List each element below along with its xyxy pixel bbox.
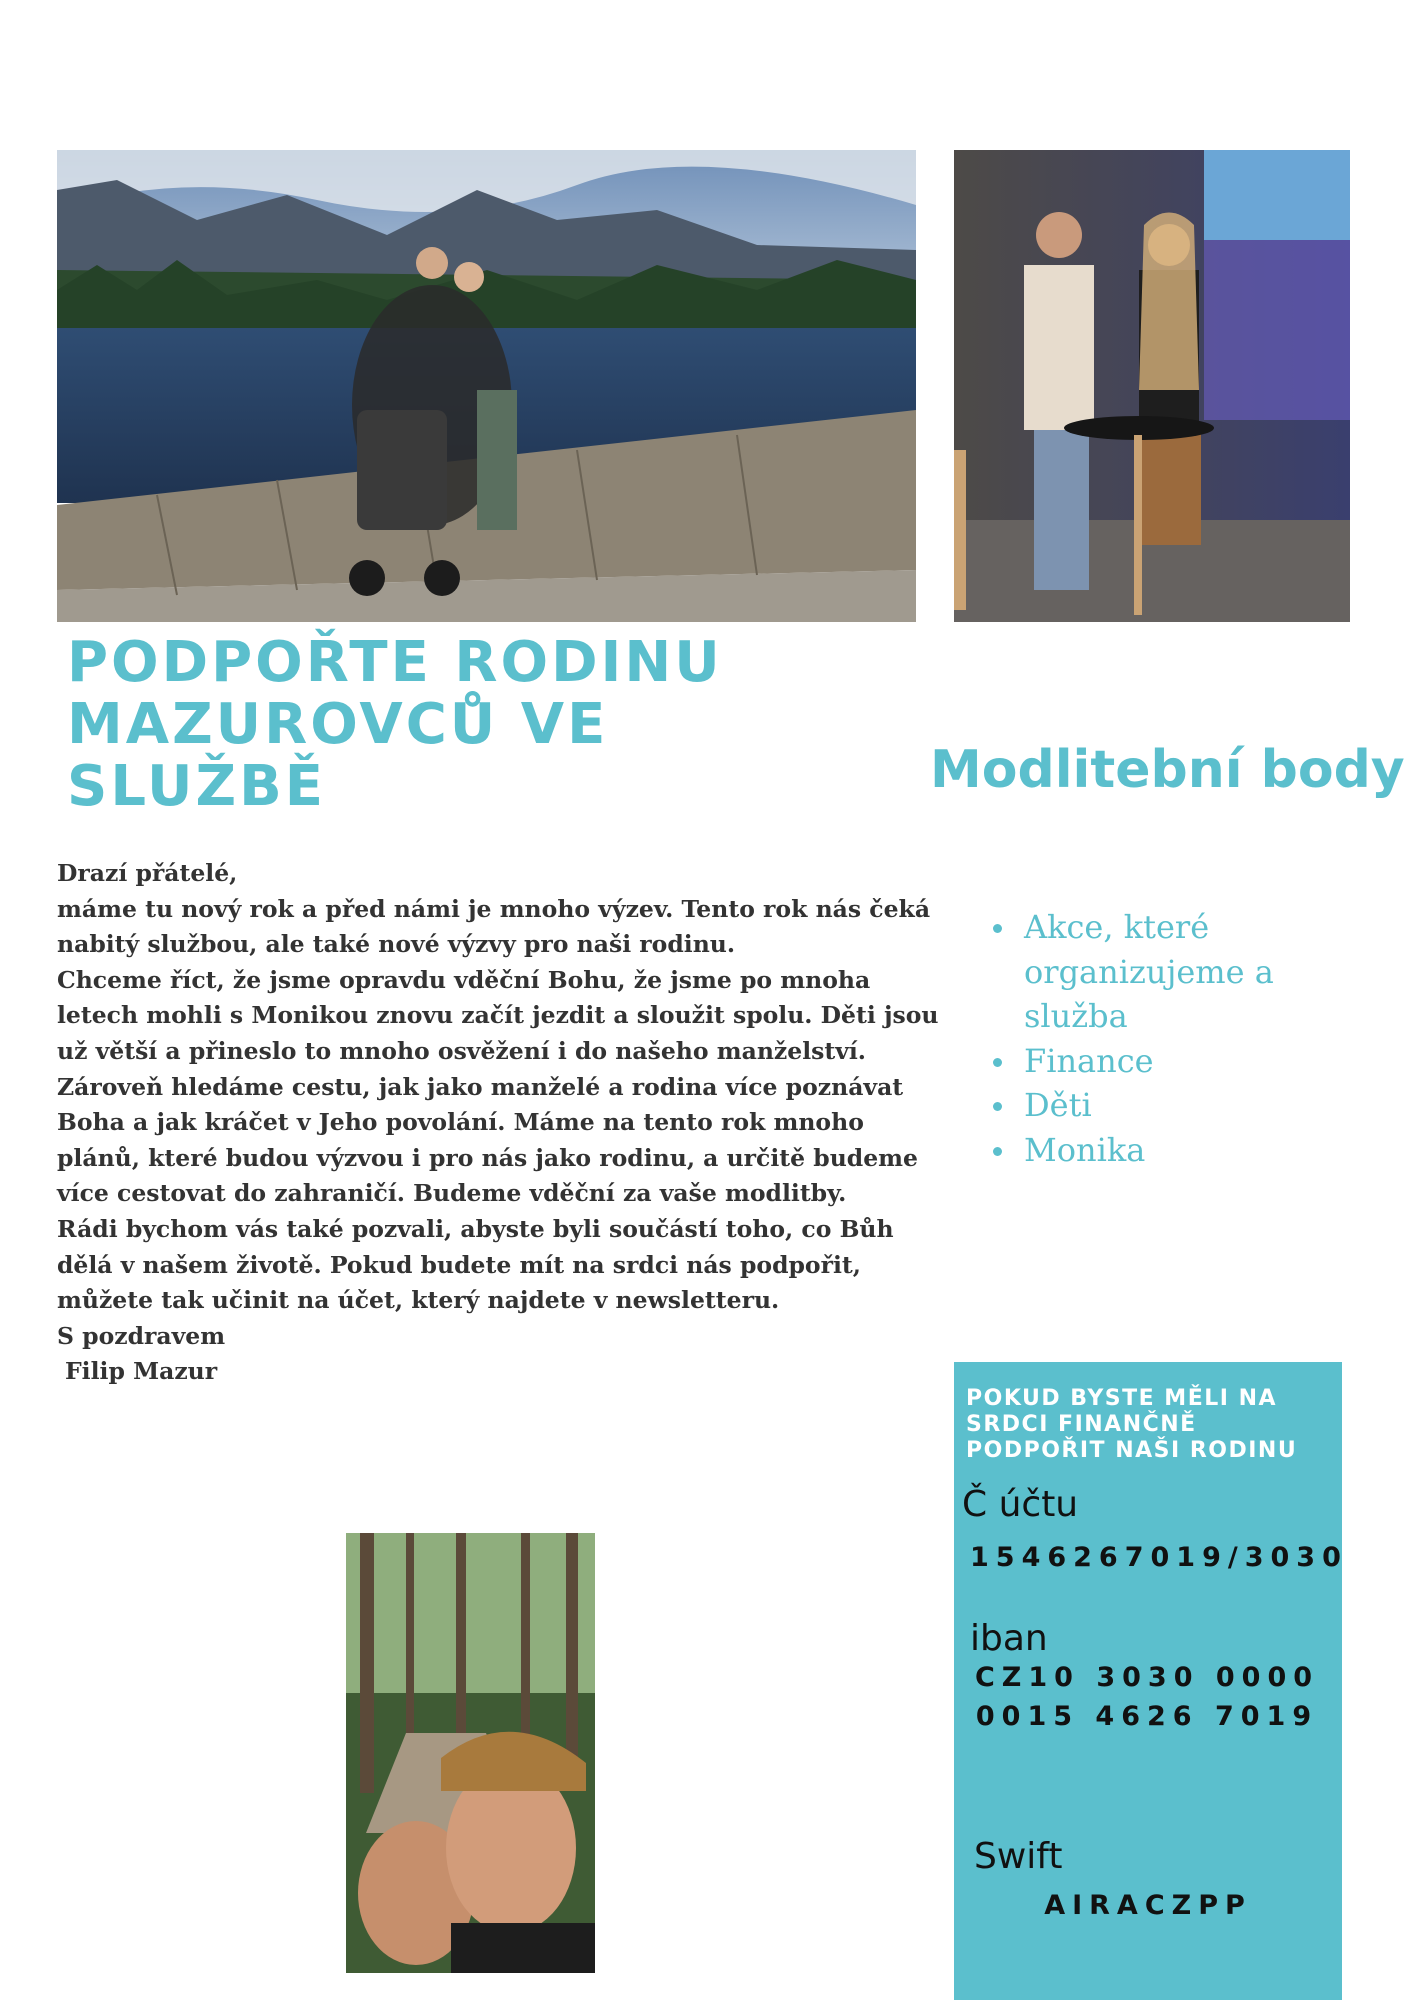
prayer-point: Děti: [990, 1083, 1320, 1128]
letter-line: už větší a přineslo to mnoho osvěžení i do našeho manželství.: [57, 1036, 866, 1065]
letter-line: letech mohli s Monikou znovu začít jezdit a sloužit spolu. Děti jsou: [57, 1001, 939, 1030]
prayer-point: Finance: [990, 1039, 1320, 1084]
letter-line: Chceme říct, že jsme opravdu vděční Bohu, že jsme po mnoha: [57, 965, 871, 994]
swift-label: Swift: [974, 1836, 1063, 1877]
letter-body: [57, 856, 937, 1390]
bank-box-title: POKUD BYSTE MĚLI NA SRDCI FINANČNĚ PODPOŘIT NAŠI RODINU: [966, 1386, 1298, 1463]
prayer-point: Monika: [990, 1128, 1320, 1173]
letter-line: více cestovat do zahraničí. Budeme vděční za vaše modlitby.: [57, 1179, 847, 1208]
letter-line: nabitý službou, ale také nové výzvy pro naši rodinu.: [57, 930, 736, 959]
forest-selfie-photo: [346, 1533, 595, 1973]
page-title-line-3: SLUŽBĚ: [67, 754, 327, 819]
swift-value: AIRACZPP: [1044, 1890, 1252, 1921]
prayer-points-title: Modlitební body: [930, 740, 1405, 800]
stage-couple-photo: [954, 150, 1350, 622]
account-number-value: 1546267019/3030: [970, 1542, 1348, 1573]
letter-line: můžete tak učinit na účet, který najdete v newsletteru.: [57, 1286, 780, 1315]
letter-line: Zároveň hledáme cestu, jak jako manželé a rodina více poznávat: [57, 1072, 904, 1101]
prayer-points-list: [990, 905, 1320, 1172]
page-title-line-2: MAZUROVCŮ VE: [67, 692, 609, 757]
letter-line: Drazí přátelé,: [57, 859, 238, 887]
letter-line: Rádi bychom vás také pozvali, abyste byli součástí toho, co Bůh: [57, 1214, 894, 1243]
letter-line: plánů, které budou výzvou i pro nás jako rodinu, a určitě budeme: [57, 1143, 918, 1172]
family-lake-photo: [57, 150, 916, 622]
letter-line: dělá v našem životě. Pokud budete mít na srdci nás podpořit,: [57, 1250, 861, 1279]
prayer-point: Akce, které organizujeme a služba: [990, 905, 1320, 1039]
iban-value: CZ10 3030 0000 0015 4626 7019: [974, 1662, 1320, 1732]
letter-line: S pozdravem: [57, 1321, 226, 1350]
iban-label: iban: [970, 1618, 1048, 1659]
page-title: [67, 632, 827, 818]
letter-line: máme tu nový rok a před námi je mnoho výzev. Tento rok nás čeká: [57, 894, 931, 923]
letter-line: Boha a jak kráčet v Jeho povolání. Máme na tento rok mnoho: [57, 1108, 864, 1137]
account-number-label: Č účtu: [962, 1484, 1079, 1525]
page-title-line-1: PODPOŘTE RODINU: [67, 630, 723, 695]
letter-signature: Filip Mazur: [65, 1357, 218, 1386]
